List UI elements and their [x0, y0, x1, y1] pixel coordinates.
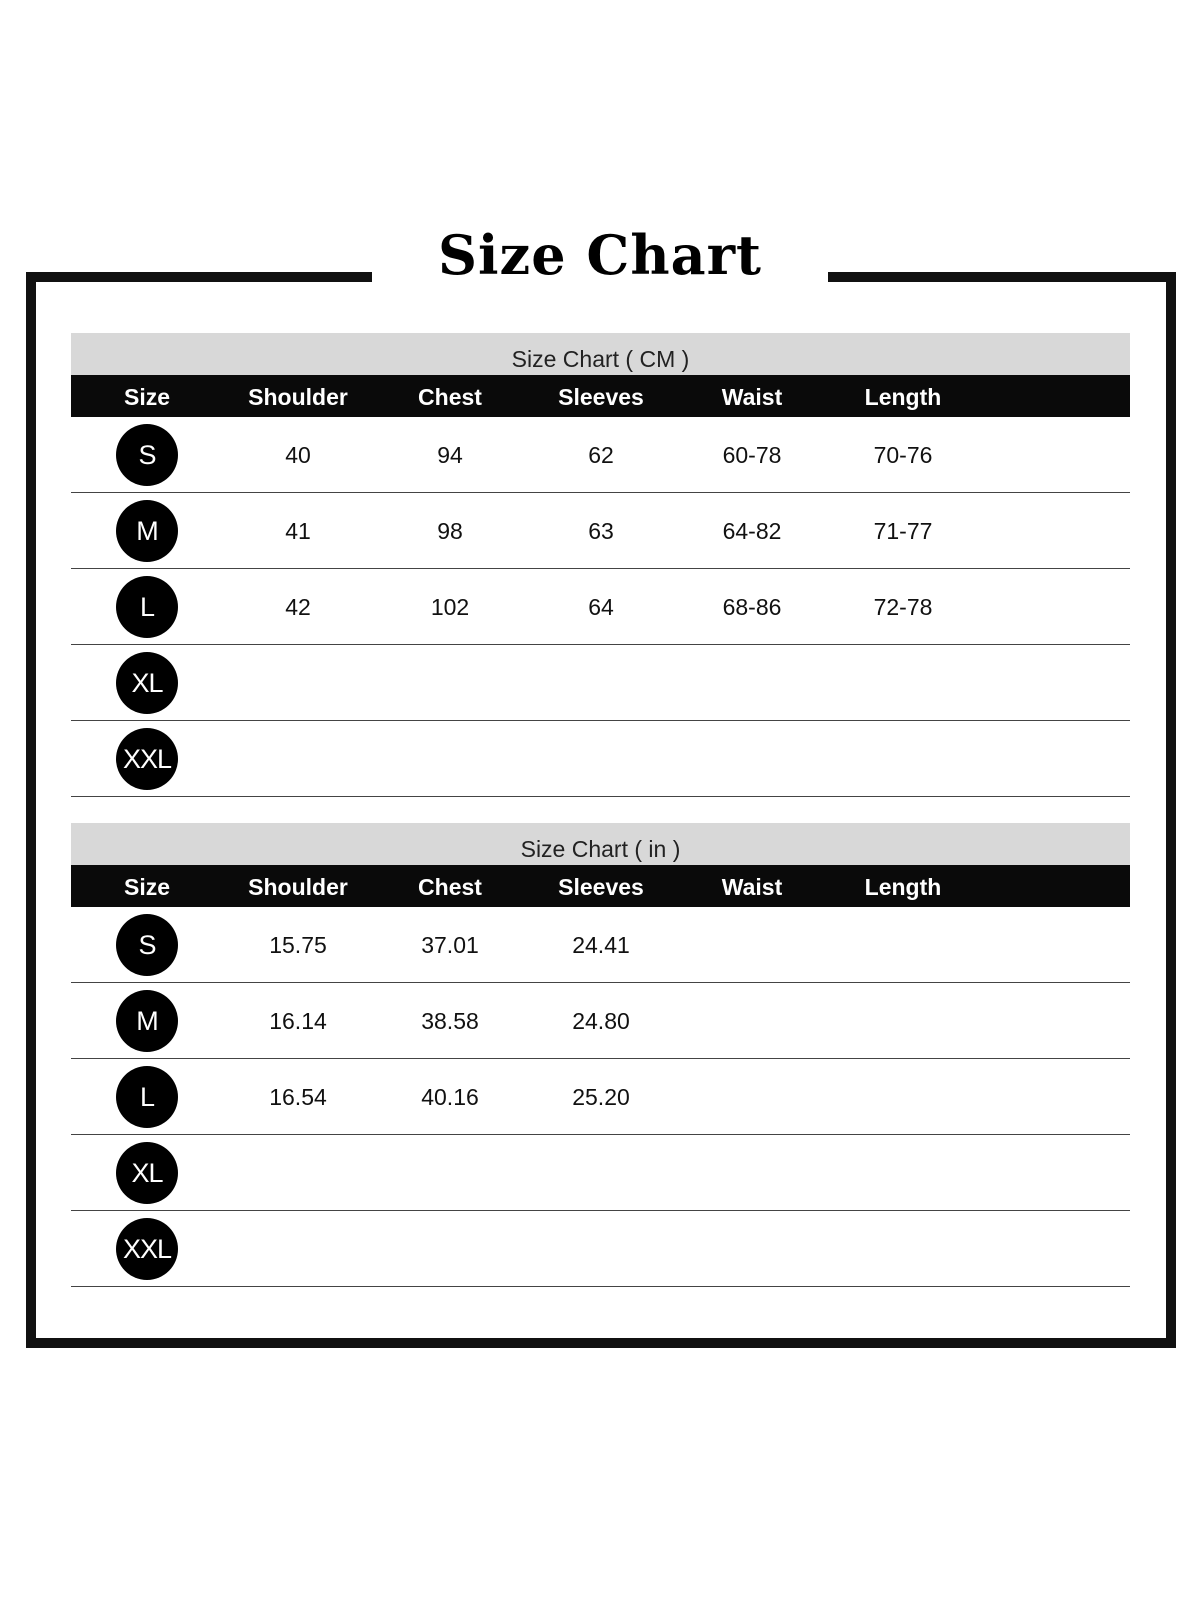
- table-row: [71, 493, 1130, 569]
- chest-cell: 94: [437, 442, 463, 468]
- sleeves-cell: 24.80: [572, 1008, 630, 1034]
- table-caption: Size Chart ( CM ): [71, 333, 1130, 375]
- waist-cell: [682, 645, 822, 721]
- table-row: [71, 569, 1130, 645]
- size-badge: M: [116, 990, 178, 1052]
- column-header-size: Size: [123, 384, 171, 410]
- column-header-waist: Waist: [721, 384, 783, 410]
- shoulder-cell: 41: [285, 518, 311, 544]
- size-badge: L: [116, 576, 178, 638]
- size-badge: XXL: [116, 728, 178, 790]
- sleeves-cell: [531, 1211, 671, 1287]
- chest-cell: [380, 721, 520, 797]
- chest-cell: 102: [430, 594, 470, 620]
- chest-cell: [380, 1135, 520, 1211]
- table-row: [71, 1211, 1130, 1287]
- waist-cell: 68-86: [722, 594, 782, 620]
- column-header-waist: Waist: [721, 874, 783, 900]
- length-cell: 71-77: [873, 518, 933, 544]
- shoulder-cell: 40: [285, 442, 311, 468]
- page-title: Size Chart: [438, 223, 762, 287]
- table-row: [71, 417, 1130, 493]
- length-cell: [833, 1211, 973, 1287]
- shoulder-cell: [228, 721, 368, 797]
- waist-cell: 60-78: [722, 442, 782, 468]
- size-badge: M: [116, 500, 178, 562]
- length-cell: [833, 1135, 973, 1211]
- chest-cell: 38.58: [421, 1008, 479, 1034]
- waist-cell: [682, 1135, 822, 1211]
- waist-cell: [682, 1211, 822, 1287]
- size-badge: L: [116, 1066, 178, 1128]
- waist-cell: [682, 1059, 822, 1135]
- column-header-size: Size: [123, 874, 171, 900]
- length-cell: [833, 1059, 973, 1135]
- size-badge: XL: [116, 652, 178, 714]
- waist-cell: [682, 907, 822, 983]
- sleeves-cell: [531, 721, 671, 797]
- sleeves-cell: [531, 1135, 671, 1211]
- waist-cell: [682, 983, 822, 1059]
- chest-cell: 98: [437, 518, 463, 544]
- sleeves-cell: 24.41: [572, 932, 630, 958]
- sleeves-cell: [531, 645, 671, 721]
- chest-cell: [380, 1211, 520, 1287]
- table-header-row: [71, 865, 1130, 907]
- table-row: [71, 1059, 1130, 1135]
- size-badge: S: [116, 914, 178, 976]
- length-cell: [833, 907, 973, 983]
- table-row: [71, 1135, 1130, 1211]
- chest-cell: 37.01: [421, 932, 479, 958]
- column-header-chest: Chest: [418, 874, 482, 900]
- chest-cell: 40.16: [421, 1084, 479, 1110]
- sleeves-cell: 25.20: [572, 1084, 630, 1110]
- shoulder-cell: [228, 1135, 368, 1211]
- size-badge: XL: [116, 1142, 178, 1204]
- table-header-row: [71, 375, 1130, 417]
- sleeves-cell: 64: [588, 594, 614, 620]
- shoulder-cell: [228, 645, 368, 721]
- table-row: [71, 983, 1130, 1059]
- column-header-sleeves: Sleeves: [558, 384, 644, 410]
- table-row: [71, 721, 1130, 797]
- table-row: [71, 645, 1130, 721]
- size-table-cm: [71, 333, 1130, 797]
- column-header-sleeves: Sleeves: [558, 874, 644, 900]
- column-header-shoulder: Shoulder: [248, 874, 348, 900]
- shoulder-cell: 16.14: [269, 1008, 327, 1034]
- shoulder-cell: 15.75: [269, 932, 327, 958]
- shoulder-cell: [228, 1211, 368, 1287]
- size-table-inch: [71, 823, 1130, 1287]
- sleeves-cell: 63: [588, 518, 614, 544]
- sleeves-cell: 62: [588, 442, 614, 468]
- table-row: [71, 907, 1130, 983]
- table-caption: Size Chart ( in ): [71, 823, 1130, 865]
- length-cell: 72-78: [873, 594, 933, 620]
- shoulder-cell: 16.54: [269, 1084, 327, 1110]
- column-header-chest: Chest: [418, 384, 482, 410]
- length-cell: [833, 983, 973, 1059]
- size-badge: XXL: [116, 1218, 178, 1280]
- length-cell: [833, 645, 973, 721]
- waist-cell: 64-82: [722, 518, 782, 544]
- length-cell: [833, 721, 973, 797]
- column-header-length: Length: [864, 384, 942, 410]
- chest-cell: [380, 645, 520, 721]
- shoulder-cell: 42: [285, 594, 311, 620]
- waist-cell: [682, 721, 822, 797]
- size-badge: S: [116, 424, 178, 486]
- column-header-length: Length: [864, 874, 942, 900]
- length-cell: 70-76: [873, 442, 933, 468]
- column-header-shoulder: Shoulder: [248, 384, 348, 410]
